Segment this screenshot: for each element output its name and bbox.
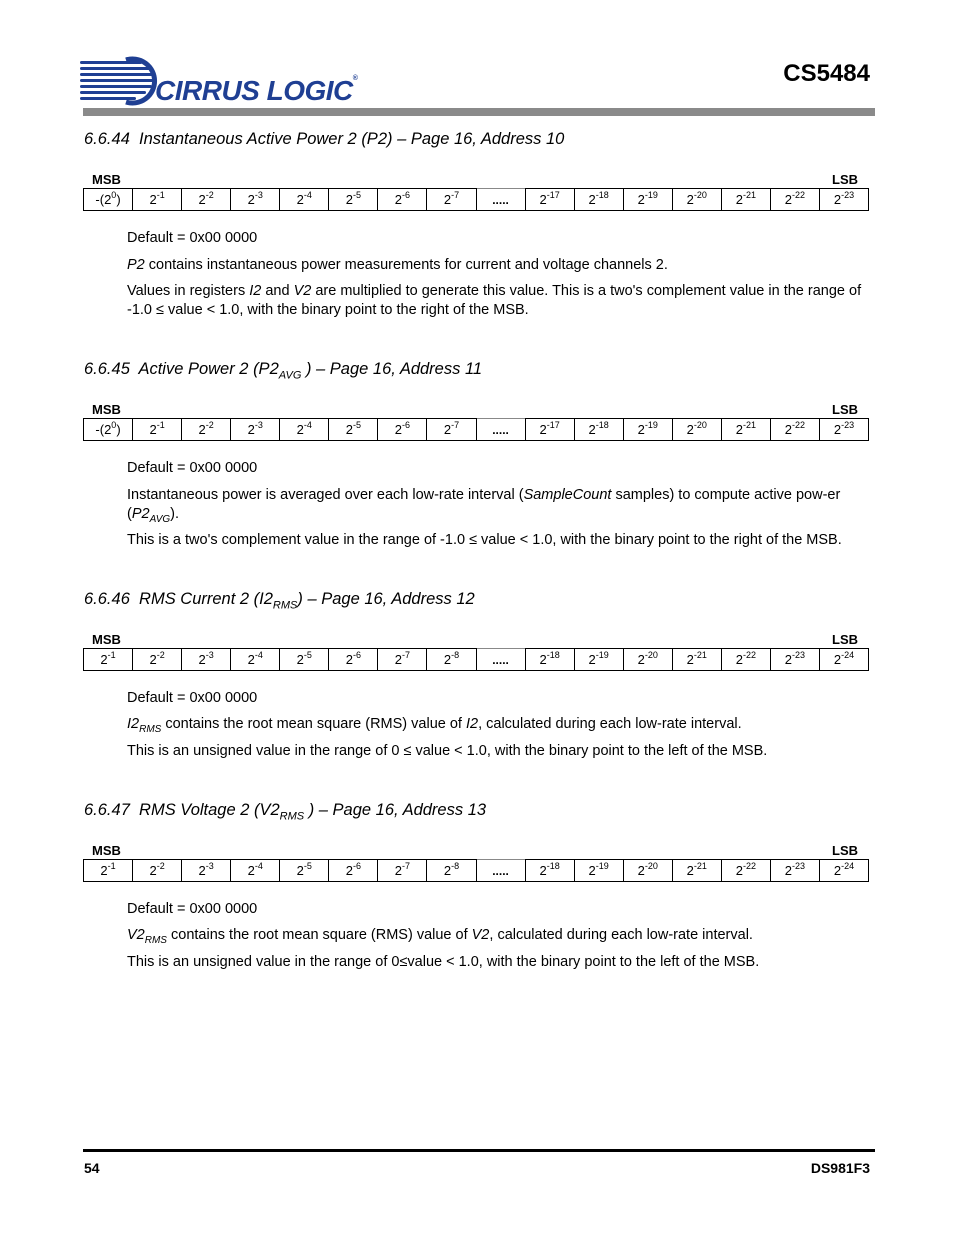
bit-cell: $2^{-5}$ (280, 860, 329, 882)
bit-cell: $2^{-4}$ (231, 860, 280, 882)
bit-cell: $2^{-1}$ (84, 860, 133, 882)
bit-cell: $2^{-8}$ (427, 860, 476, 882)
description-paragraph: Instantaneous power is averaged over each low-rate interval (SampleCount samples) to compute active pow-er $(P2_{AVG})$. (127, 487, 841, 525)
bit-cell: $2^{-22}$ (770, 419, 819, 441)
bit-cell: $2^{-2}$ (182, 419, 231, 441)
register-bit-table (83, 648, 869, 671)
lsb-label: LSB (832, 843, 858, 858)
bit-cell: $2^{-4}$ (231, 649, 280, 671)
section-heading: 6.6.47 RMS Voltage 2 ($V2_{RMS}$ ) – Page 16, Address 13 (84, 801, 487, 823)
bit-cell: $2^{-19}$ (574, 649, 623, 671)
bit-cell: $2^{-22}$ (721, 860, 770, 882)
bit-cell: $2^{-3}$ (182, 649, 231, 671)
bit-cell: $2^{-21}$ (672, 860, 721, 882)
lsb-label: LSB (832, 632, 858, 647)
bit-cell: $2^{-1}$ (84, 649, 133, 671)
bit-cell: $2^{-22}$ (770, 189, 819, 211)
default-value: Default = 0x00 0000 (127, 901, 258, 917)
page-number: 54 (84, 1160, 100, 1176)
msb-label: MSB (92, 632, 121, 647)
bit-cell: $2^{-1}$ (133, 419, 182, 441)
bit-cell: $2^{-21}$ (721, 189, 770, 211)
default-value: Default = 0x00 0000 (127, 460, 258, 476)
register-bit-table (83, 188, 869, 211)
bit-cell: $2^{-20}$ (623, 860, 672, 882)
document-id: DS981F3 (810, 1160, 870, 1176)
bit-cell: $2^{-2}$ (133, 649, 182, 671)
bit-cell: $2^{-2}$ (182, 189, 231, 211)
bit-cell: $2^{-8}$ (427, 649, 476, 671)
part-number: CS5484 (783, 60, 870, 87)
bit-cell: $2^{-3}$ (182, 860, 231, 882)
section-heading: 6.6.44 Instantaneous Active Power 2 (P2) – Page 16, Address 10 (84, 130, 565, 148)
bit-cell: $2^{-6}$ (378, 419, 427, 441)
description-paragraph: This is an unsigned value in the range of 0≤value < 1.0, with the binary point to the left of the MSB. (127, 954, 760, 970)
bit-cell: $2^{-22}$ (721, 649, 770, 671)
bit-cell: $2^{-23}$ (770, 860, 819, 882)
bit-cell: $2^{-18}$ (525, 649, 574, 671)
bit-cell: $-(2^0)$ (84, 189, 133, 211)
default-value: Default = 0x00 0000 (127, 230, 258, 246)
header-rule (83, 108, 875, 116)
lsb-label: LSB (832, 172, 858, 187)
bit-cell: $2^{-24}$ (819, 860, 868, 882)
description-paragraph: Values in registers I2 and V2 are multiplied to generate this value. This is a two's complement value in the range of -1.0 ≤ value < 1.0, with the binary point to the right of the MSB. (127, 283, 862, 318)
bit-cell: $2^{-6}$ (329, 649, 378, 671)
bit-cell: $2^{-3}$ (231, 189, 280, 211)
bit-cell: $2^{-17}$ (525, 189, 574, 211)
bit-cell: $2^{-18}$ (525, 860, 574, 882)
footer-rule (83, 1149, 875, 1152)
bit-cell: $2^{-23}$ (770, 649, 819, 671)
bit-cell: $2^{-5}$ (329, 189, 378, 211)
bit-cell: $2^{-3}$ (231, 419, 280, 441)
bit-cell: $2^{-18}$ (574, 419, 623, 441)
bit-cell: $2^{-7}$ (427, 189, 476, 211)
bit-cell: $2^{-21}$ (721, 419, 770, 441)
bit-cell: $2^{-4}$ (280, 419, 329, 441)
bit-cell: $2^{-4}$ (280, 189, 329, 211)
bit-ellipsis: ..... (476, 649, 525, 671)
bit-cell: $2^{-19}$ (623, 189, 672, 211)
bit-cell: $2^{-19}$ (574, 860, 623, 882)
bit-cell: $2^{-7}$ (378, 860, 427, 882)
bit-cell: $2^{-2}$ (133, 860, 182, 882)
bit-cell: $2^{-17}$ (525, 419, 574, 441)
bit-cell: $2^{-7}$ (378, 649, 427, 671)
bit-cell: $2^{-20}$ (623, 649, 672, 671)
default-value: Default = 0x00 0000 (127, 690, 258, 706)
bit-cell: $2^{-24}$ (819, 649, 868, 671)
msb-label: MSB (92, 843, 121, 858)
section-heading: 6.6.45 Active Power 2 ($P2_{AVG}$ ) – Page 16, Address 11 (84, 360, 483, 382)
description-paragraph: This is a two's complement value in the range of -1.0 ≤ value < 1.0, with the binary point to the right of the MSB. (127, 532, 842, 548)
description-paragraph: $V2_{RMS}$ contains the root mean square (RMS) value of V2, calculated during each low-rate interval. (127, 927, 753, 946)
description-paragraph: This is an unsigned value in the range of 0 ≤ value < 1.0, with the binary point to the left of the MSB. (127, 743, 768, 759)
logo-wordmark: CIRRUS LOGIC® (155, 75, 358, 106)
bit-ellipsis: ..... (476, 419, 525, 441)
register-bit-table (83, 859, 869, 882)
bit-cell: $2^{-5}$ (329, 419, 378, 441)
bit-cell: $2^{-20}$ (672, 419, 721, 441)
description-paragraph: $I2_{RMS}$ contains the root mean square (RMS) value of I2, calculated during each low-rate interval. (127, 716, 742, 735)
bit-cell: $2^{-21}$ (672, 649, 721, 671)
bit-cell: $2^{-20}$ (672, 189, 721, 211)
bit-cell: $2^{-6}$ (329, 860, 378, 882)
bit-cell: $2^{-1}$ (133, 189, 182, 211)
bit-cell: $2^{-6}$ (378, 189, 427, 211)
bit-cell: $-(2^0)$ (84, 419, 133, 441)
bit-cell: $2^{-5}$ (280, 649, 329, 671)
bit-cell: $2^{-18}$ (574, 189, 623, 211)
lsb-label: LSB (832, 402, 858, 417)
bit-ellipsis: ..... (476, 189, 525, 211)
bit-ellipsis: ..... (476, 860, 525, 882)
bit-cell: $2^{-23}$ (819, 189, 868, 211)
msb-label: MSB (92, 172, 121, 187)
bit-cell: $2^{-7}$ (427, 419, 476, 441)
msb-label: MSB (92, 402, 121, 417)
bit-cell: $2^{-19}$ (623, 419, 672, 441)
section-heading: 6.6.46 RMS Current 2 $(I2_{RMS})$ – Page 16, Address 12 (84, 590, 475, 612)
bit-cell: $2^{-23}$ (819, 419, 868, 441)
register-bit-table (83, 418, 869, 441)
description-paragraph: P2 contains instantaneous power measurements for current and voltage channels 2. (127, 257, 668, 273)
